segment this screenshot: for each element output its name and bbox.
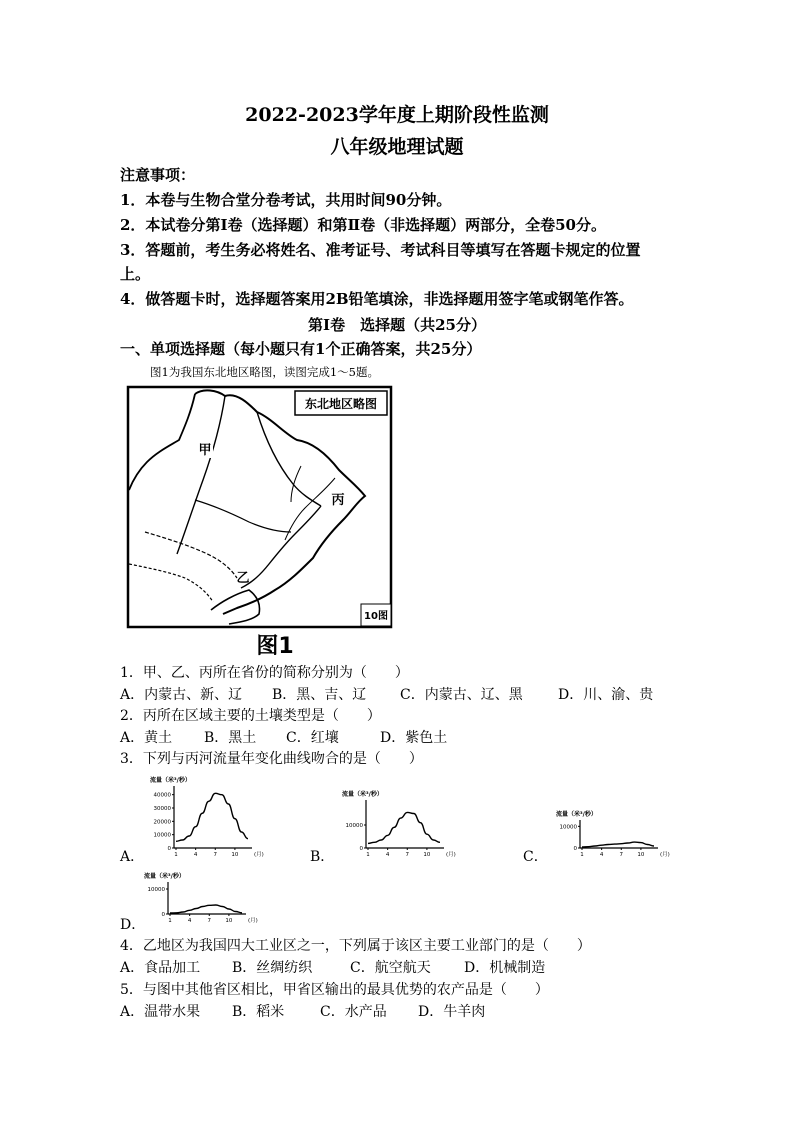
chart-y-tick-label: 40000	[153, 792, 171, 799]
question-4-stem: 4．乙地区为我国四大工业区之一，下列属于该区主要工业部门的是（ ）	[120, 938, 591, 954]
map-title-label: 东北地区略图	[304, 397, 378, 411]
chart-x-tick-label: 7	[405, 852, 410, 858]
note-item: 3．答题前，考生务必将姓名、准考证号、考试科目等填写在答题卡规定的位置	[120, 241, 641, 259]
chart-x-unit: (月)	[446, 852, 456, 858]
question-1-stem: 1．甲、乙、丙所在省份的简称分别为（ ）	[120, 665, 409, 681]
note-item: 4．做答题卡时，选择题答案用2B铅笔填涂，非选择题用签字笔或钢笔作答。	[120, 290, 634, 308]
question-5-options	[120, 1001, 485, 1021]
chart-y-tick-label: 0	[167, 846, 171, 852]
chart-ylabel: 流量（米³/秒）	[144, 873, 185, 880]
chart-y-tick-label: 20000	[153, 819, 171, 826]
option-a[interactable]: A．	[120, 849, 145, 865]
flow-chart-b	[340, 788, 466, 860]
map-intro: 图1为我国东北地区略图，读图完成1～5题。	[150, 365, 379, 379]
chart-flow-line	[368, 812, 440, 843]
option-d[interactable]: D．川、渝、贵	[558, 687, 654, 703]
option-b[interactable]: B．稻米	[232, 1004, 285, 1020]
option-b[interactable]: B．丝绸纺织	[232, 960, 313, 976]
chart-x-tick-label: 7	[207, 918, 212, 924]
label-bing: 丙	[331, 493, 345, 508]
flow-chart-a	[148, 774, 274, 860]
option-a[interactable]: A．食品加工	[120, 960, 201, 976]
option-d[interactable]: D．牛羊肉	[418, 1004, 486, 1020]
northeast-china-map	[125, 382, 400, 657]
chart-ylabel: 流量（米³/秒）	[150, 777, 191, 784]
chart-x-tick-label: 1	[580, 852, 584, 858]
label-jia: 甲	[198, 443, 212, 458]
question-2-options	[120, 727, 447, 747]
chart-x-tick-label: 10	[225, 918, 233, 924]
option-d[interactable]: D．紫色土	[380, 730, 448, 746]
map-frame	[128, 387, 391, 627]
map-caption: 图1	[256, 634, 294, 657]
exam-title: 2022-2023学年度上期阶段性监测	[245, 104, 549, 126]
chart-x-tick-label: 1	[168, 918, 172, 924]
chart-x-tick-label: 10	[231, 852, 239, 858]
corner-label: 10图	[364, 611, 388, 622]
chart-y-tick-label: 10000	[153, 832, 171, 839]
chart-y-tick-label: 0	[573, 846, 577, 852]
option-b[interactable]: B．黑、吉、辽	[272, 687, 367, 703]
chart-y-tick-label: 10000	[559, 824, 577, 831]
option-c[interactable]: C．	[523, 849, 548, 865]
chart-y-tick-label: 10000	[345, 823, 363, 829]
question-1-options	[120, 684, 653, 704]
chart-x-unit: (月)	[254, 852, 264, 858]
chart-x-unit: (月)	[660, 852, 670, 858]
question-3-stem: 3．下列与丙河流量年变化曲线吻合的是（ ）	[120, 751, 423, 767]
chart-x-tick-label: 4	[599, 852, 604, 858]
label-yi: 乙	[236, 571, 250, 586]
chart-y-tick-label: 30000	[153, 806, 171, 812]
option-c[interactable]: C．水产品	[320, 1004, 387, 1020]
chart-ylabel: 流量（米³/秒）	[556, 811, 597, 818]
chart-ylabel: 流量（米³/秒）	[342, 791, 383, 798]
option-d[interactable]: D．	[120, 917, 146, 933]
option-c[interactable]: C．航空航天	[350, 960, 431, 976]
chart-x-tick-label: 4	[193, 852, 198, 858]
exam-subtitle: 八年级地理试题	[330, 136, 464, 158]
question-2-stem: 2．丙所在区域主要的土壤类型是（ ）	[120, 708, 381, 724]
chart-x-tick-label: 7	[213, 852, 218, 858]
chart-y-tick-label: 0	[161, 912, 165, 918]
option-a[interactable]: A．黄土	[120, 730, 173, 746]
option-a[interactable]: A．温带水果	[120, 1004, 201, 1020]
chart-flow-line	[170, 905, 242, 913]
subsection-title: 一、单项选择题（每小题只有1个正确答案，共25分）	[120, 340, 482, 358]
question-4-options	[120, 957, 545, 977]
flow-chart-d	[142, 870, 268, 926]
chart-flow-line	[176, 793, 248, 841]
question-5-stem: 5．与图中其他省区相比，甲省区输出的最具优势的农产品是（ ）	[120, 982, 549, 998]
option-d[interactable]: D．机械制造	[464, 960, 546, 976]
chart-x-tick-label: 7	[619, 852, 624, 858]
option-b[interactable]: B．黑土	[204, 730, 257, 746]
note-item: 2．本试卷分第Ⅰ卷（选择题）和第Ⅱ卷（非选择题）两部分，全卷50分。	[120, 216, 606, 234]
chart-x-tick-label: 4	[187, 918, 192, 924]
option-a[interactable]: A．内蒙古、新、辽	[120, 687, 243, 703]
option-c[interactable]: C．内蒙古、辽、黑	[400, 687, 523, 703]
chart-y-tick-label: 10000	[147, 887, 165, 893]
part-title: 第Ⅰ卷 选择题（共25分）	[308, 316, 486, 334]
chart-x-tick-label: 1	[366, 852, 370, 858]
note-item: 1．本卷与生物合堂分卷考试，共用时间90分钟。	[120, 191, 452, 209]
chart-x-tick-label: 10	[423, 852, 431, 858]
option-b[interactable]: B．	[310, 849, 335, 865]
chart-x-tick-label: 4	[385, 852, 390, 858]
flow-chart-c	[554, 808, 680, 860]
option-c[interactable]: C．红壤	[286, 730, 339, 746]
chart-x-tick-label: 1	[174, 852, 178, 858]
chart-x-tick-label: 10	[637, 852, 645, 858]
notes-heading: 注意事项：	[120, 166, 196, 184]
note-item: 上。	[120, 265, 151, 283]
chart-flow-line	[582, 842, 654, 847]
chart-y-tick-label: 0	[359, 846, 363, 852]
chart-x-unit: (月)	[248, 918, 258, 924]
